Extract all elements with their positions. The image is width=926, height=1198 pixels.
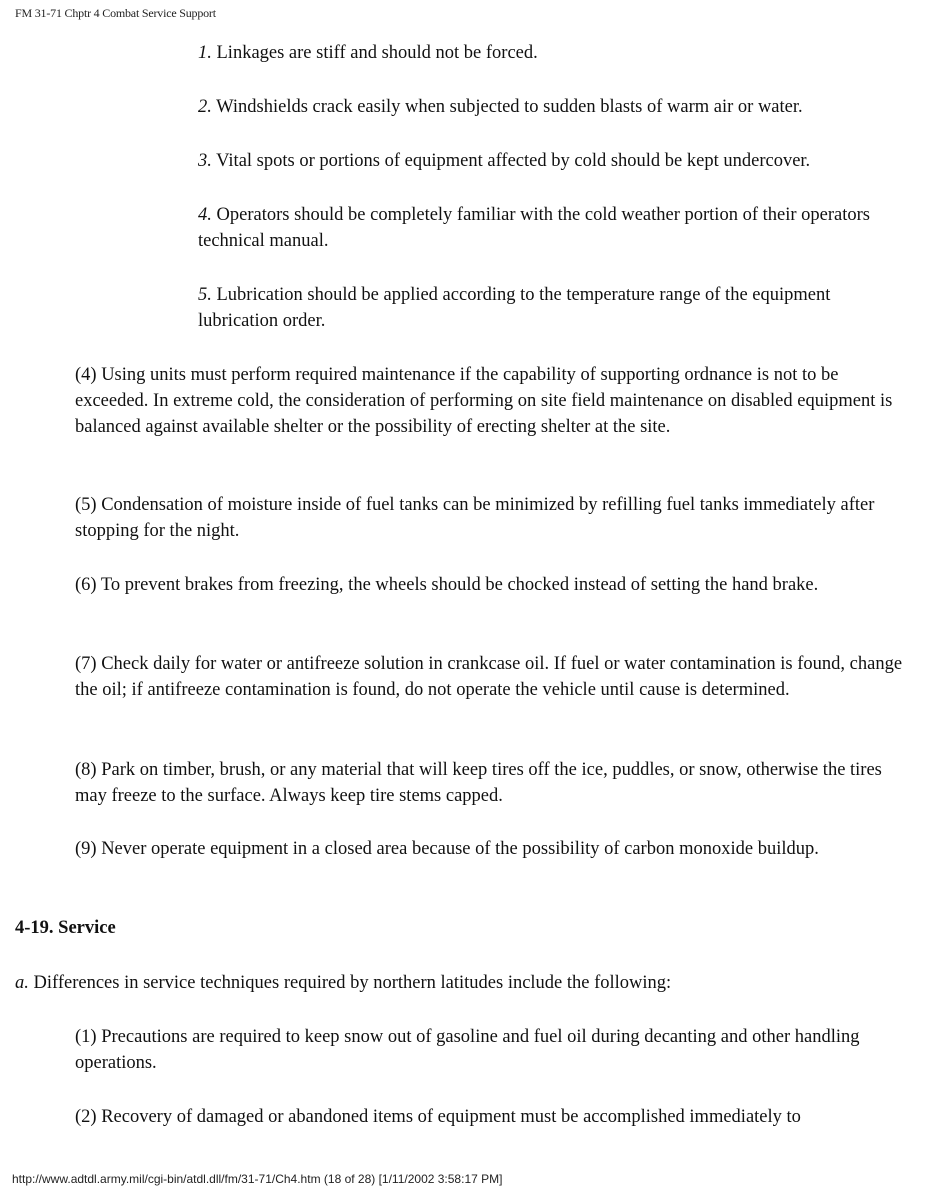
list-item: [198, 148, 913, 174]
section-heading: 4-19. Service: [15, 918, 116, 938]
item-text: Lubrication should be applied according to the temperature range of the equipment lubrication order.: [198, 285, 831, 331]
item-number: 3.: [198, 151, 212, 171]
paragraph: (6) To prevent brakes from freezing, the wheels should be chocked instead of setting the hand brake.: [75, 575, 819, 595]
item-number: 4.: [198, 205, 212, 225]
section-intro: [15, 970, 915, 996]
list-item: [198, 40, 913, 66]
page-footer-url: http://www.adtdl.army.mil/cgi-bin/atdl.dll/fm/31-71/Ch4.htm (18 of 28) [1/11/2002 3:58:17 PM]: [12, 1172, 503, 1186]
paragraph: (7) Check daily for water or antifreeze solution in crankcase oil. If fuel or water contamination is found, change the oil; if antifreeze contamination is found, do not operate the vehicle until cause is determined.: [75, 654, 903, 700]
item-number: 1.: [198, 43, 212, 63]
item-text: Vital spots or portions of equipment affected by cold should be kept undercover.: [211, 151, 811, 171]
item-text: Operators should be completely familiar with the cold weather portion of their operators technical manual.: [198, 205, 870, 251]
list-item: [198, 94, 913, 120]
paragraph: (9) Never operate equipment in a closed area because of the possibility of carbon monoxide buildup.: [75, 839, 819, 859]
paragraph: (4) Using units must perform required maintenance if the capability of supporting ordnance is not to be exceeded. In extreme cold, the consideration of performing on site field maintenance on disabled equipment is balanced against available shelter or the possibility of erecting shelter at the site.: [75, 365, 893, 437]
item-text: Linkages are stiff and should not be forced.: [211, 43, 538, 63]
list-item: [198, 202, 913, 254]
list-item: [198, 282, 913, 334]
item-number: 2.: [198, 97, 212, 117]
paragraph: (5) Condensation of moisture inside of fuel tanks can be minimized by refilling fuel tanks immediately after stopping for the night.: [75, 495, 875, 541]
intro-text: Differences in service techniques required by northern latitudes include the following:: [28, 973, 672, 993]
paragraph: (2) Recovery of damaged or abandoned items of equipment must be accomplished immediately to: [75, 1107, 801, 1127]
paragraph: (1) Precautions are required to keep snow out of gasoline and fuel oil during decanting and other handling operations.: [75, 1027, 860, 1073]
item-text: Windshields crack easily when subjected to sudden blasts of warm air or water.: [211, 97, 803, 117]
running-header: FM 31-71 Chptr 4 Combat Service Support: [15, 6, 216, 20]
paragraph: (8) Park on timber, brush, or any material that will keep tires off the ice, puddles, or snow, otherwise the tires may freeze to the surface. Always keep tire stems capped.: [75, 760, 882, 806]
intro-letter: a.: [15, 973, 29, 993]
item-number: 5.: [198, 285, 212, 305]
